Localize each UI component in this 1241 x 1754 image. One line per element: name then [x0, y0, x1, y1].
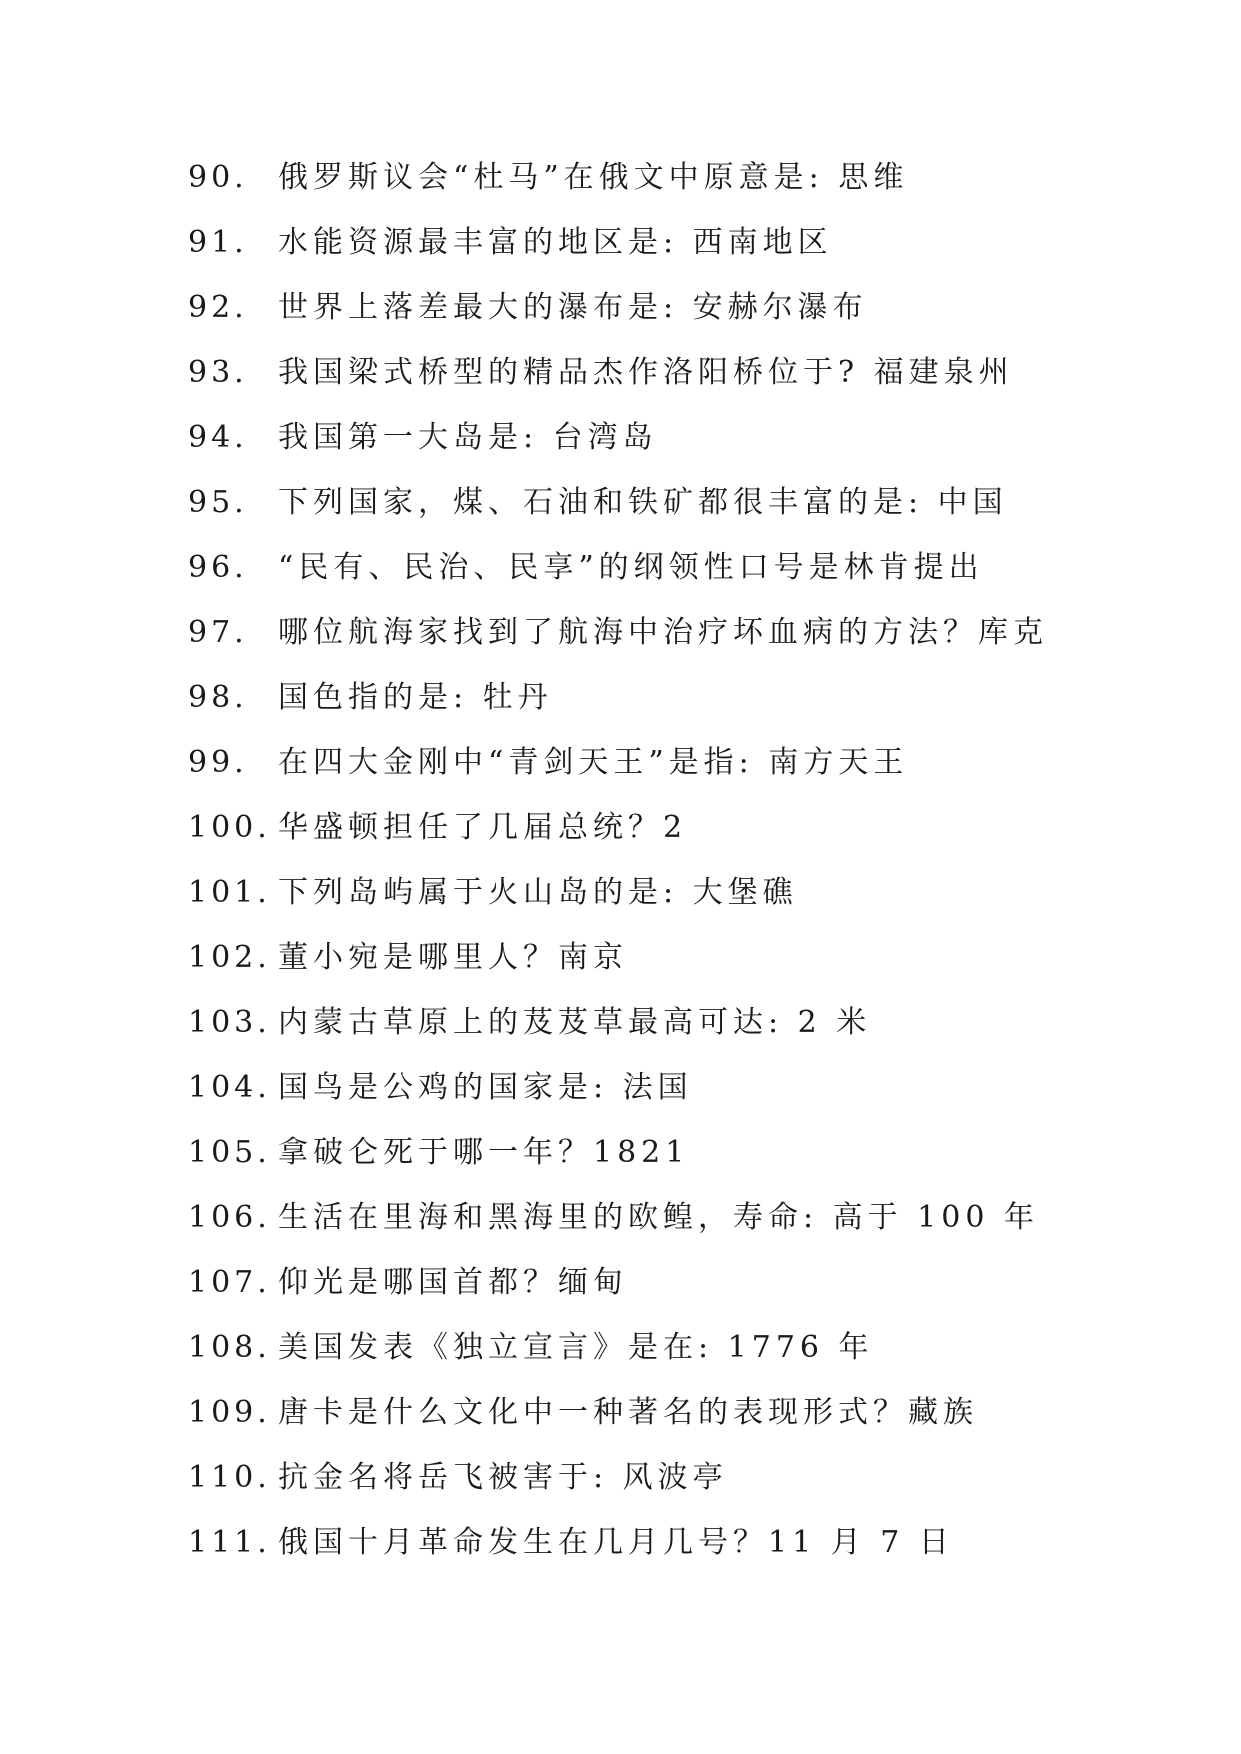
- item-number: 109.: [188, 1395, 271, 1430]
- item-text: 我国梁式桥型的精品杰作洛阳桥位于? 福建泉州: [278, 355, 1014, 390]
- item-number: 93.: [188, 355, 248, 390]
- item-number: 100.: [188, 810, 271, 845]
- item-text: 拿破仑死于哪一年？1821: [278, 1135, 690, 1170]
- item-number: 98.: [188, 680, 248, 715]
- item-text: “民有、民治、民享”的纲领性口号是林肯提出: [278, 550, 984, 585]
- item-number: 106.: [188, 1200, 271, 1235]
- item-number: 102.: [188, 940, 271, 975]
- item-text: 我国第一大岛是: 台湾岛: [278, 420, 658, 455]
- item-number: 111.: [188, 1525, 271, 1560]
- item-number: 107.: [188, 1265, 271, 1300]
- item-number: 108.: [188, 1330, 271, 1365]
- item-text: 下列国家，煤、石油和铁矿都很丰富的是: 中国: [278, 485, 1008, 520]
- item-text: 国鸟是公鸡的国家是: 法国: [278, 1070, 693, 1105]
- item-text: 哪位航海家找到了航海中治疗坏血病的方法？库克: [278, 615, 1048, 650]
- item-text: 华盛顿担任了几届总统？2: [278, 810, 688, 845]
- item-number: 96.: [188, 550, 248, 585]
- item-number: 95.: [188, 485, 248, 520]
- item-number: 101.: [188, 875, 271, 910]
- item-text: 生活在里海和黑海里的欧鳇，寿命: 高于 100 年: [278, 1200, 1039, 1235]
- item-text: 唐卡是什么文化中一种著名的表现形式？藏族: [278, 1395, 978, 1430]
- item-text: 下列岛屿属于火山岛的是: 大堡礁: [278, 875, 798, 910]
- item-text: 董小宛是哪里人？南京: [278, 940, 628, 975]
- item-number: 97.: [188, 615, 248, 650]
- item-number: 92.: [188, 290, 248, 325]
- item-number: 110.: [188, 1460, 271, 1495]
- item-number: 103.: [188, 1005, 271, 1040]
- item-number: 94.: [188, 420, 248, 455]
- item-text: 在四大金刚中“青剑天王”是指: 南方天王: [278, 745, 909, 780]
- item-text: 美国发表《独立宣言》是在: 1776 年: [278, 1330, 874, 1365]
- item-number: 105.: [188, 1135, 271, 1170]
- item-number: 91.: [188, 225, 248, 260]
- item-text: 俄国十月革命发生在几月几号？11 月 7 日: [278, 1525, 954, 1560]
- item-text: 仰光是哪国首都？缅甸: [278, 1265, 628, 1300]
- item-text: 内蒙古草原上的芨芨草最高可达: 2 米: [278, 1005, 872, 1040]
- item-number: 90.: [188, 160, 248, 195]
- item-text: 世界上落差最大的瀑布是: 安赫尔瀑布: [278, 290, 868, 325]
- item-number: 104.: [188, 1070, 271, 1105]
- item-number: 99.: [188, 745, 248, 780]
- item-text: 俄罗斯议会“杜马”在俄文中原意是: 思维: [278, 160, 909, 195]
- item-text: 抗金名将岳飞被害于: 风波亭: [278, 1460, 728, 1495]
- item-text: 水能资源最丰富的地区是: 西南地区: [278, 225, 833, 260]
- item-text: 国色指的是: 牡丹: [278, 680, 553, 715]
